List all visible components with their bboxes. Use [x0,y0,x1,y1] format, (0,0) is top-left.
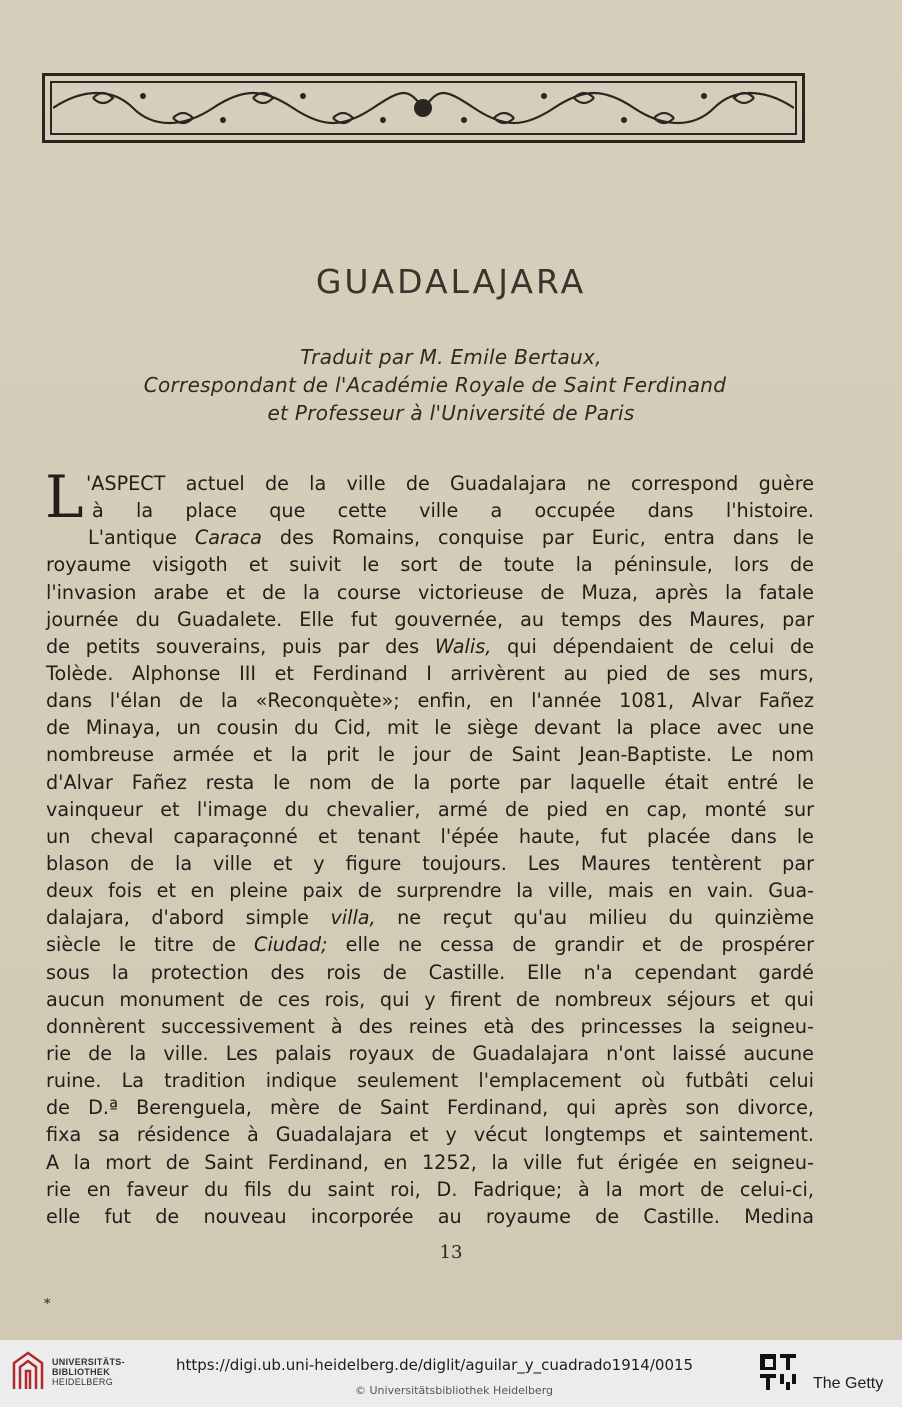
page-title: GUADALAJARA [315,262,587,301]
body-line: blason de la ville et y figure toujours. Les Maures tentèrent par [46,851,814,875]
body-line: dans l'élan de la «Reconquète»; enfin, en l'année 1081, Alvar Fañez [46,689,814,713]
page-number: 13 [439,1242,463,1263]
permalink-url[interactable]: https://digi.ub.uni-heidelberg.de/diglit/aguilar_y_cuadrado1914/0015 [176,1356,694,1374]
body-line: fixa sa résidence à Guadalajara et y vécut longtemps et saintement. [46,1123,814,1147]
library-name-line3: HEIDELBERG [52,1377,114,1387]
body-line: L'antique Caraca des Romains, conquise par Euric, entra dans le [88,526,814,550]
body-line: Tolède. Alphonse III et Ferdinand I arrivèrent au pied de ses murs, [46,661,814,685]
body-line: l'invasion arabe et de la course victorieuse de Muza, après la fatale [46,580,814,604]
body-line: deux fois et en pleine paix de surprendre la ville, mais en vain. Gua- [46,879,814,903]
body-line: royaume visigoth et suivit le sort de toute la péninsule, lors de [46,553,814,577]
body-line: rie de la ville. Les palais royaux de Guadalajara n'ont laissé aucune [46,1041,814,1065]
body-line: vainqueur et l'image du chevalier, armé de pied en cap, monté sur [46,797,814,821]
body-line: journée du Guadalete. Elle fut gouvernée, au temps des Maures, par [46,607,814,631]
copyright-notice: © Universitätsbibliothek Heidelberg [355,1384,554,1397]
body-line: elle fut de nouveau incorporée au royaume de Castille. Medina [46,1204,814,1228]
body-lines [45,463,814,1230]
body-line: aucun monument de ces rois, qui y firent de nombreux séjours et qui [46,987,814,1011]
body-line: sous la protection des rois de Castille. Elle n'a cependant gardé [46,960,814,984]
ornament-scroll-icon [53,84,794,132]
body-text [45,463,814,1230]
body-line: A la mort de Saint Ferdinand, en 1252, la ville fut érigée en seigneu- [46,1150,814,1174]
body-line: nombreuse armée et la prit le jour de Saint Jean-Baptiste. Le nom [46,743,814,767]
body-line: de Minaya, un cousin du Cid, mit le siège devant la place avec une [46,716,814,740]
library-name-line1: UNIVERSITÄTS- [52,1357,125,1367]
byline-professorship: et Professeur à l'Université de Paris [267,401,635,425]
body-line: dalajara, d'abord simple villa, ne reçut qu'au milieu du quinzième [46,906,814,930]
body-line: donnèrent successivement à des reines età des princesses la seigneu- [46,1014,814,1038]
byline-affiliation: Correspondant de l'Académie Royale de Saint Ferdinand [143,373,727,397]
body-line: de D.ª Berenguela, mère de Saint Ferdinand, qui après son divorce, [46,1096,814,1120]
getty-logo-icon[interactable] [758,1352,798,1392]
byline-translator: Traduit par M. Emile Bertaux, [300,345,602,369]
body-line: à la place que cette ville a occupée dans l'histoire. [92,499,814,523]
body-line: siècle le titre de Ciudad; elle ne cessa de grandir et de prospérer [46,933,814,957]
drop-cap: L [45,463,84,531]
body-line: rie en faveur du fils du saint roi, D. Fadrique; à la mort de celui-ci, [46,1177,814,1201]
library-name-line2: BIBLIOTHEK [52,1367,110,1377]
body-line: un cheval caparaçonné et tenant l'épée haute, fut placée dans le [46,824,814,848]
star-mark: * [44,1297,51,1312]
ornamental-header-band [42,73,805,143]
library-name [52,1357,125,1387]
body-line: ruine. La tradition indique seulement l'emplacement où futbâti celui [46,1069,814,1093]
heidelberg-library-logo-icon[interactable] [10,1349,46,1393]
body-line: 'ASPECT actuel de la ville de Guadalajara ne correspond guère [86,472,814,495]
body-line: de petits souverains, puis par des Walis, qui dépendaient de celui de [46,634,814,658]
getty-name: The Getty [813,1375,884,1392]
body-line: d'Alvar Fañez resta le nom de la porte par laquelle était entré le [46,770,814,794]
